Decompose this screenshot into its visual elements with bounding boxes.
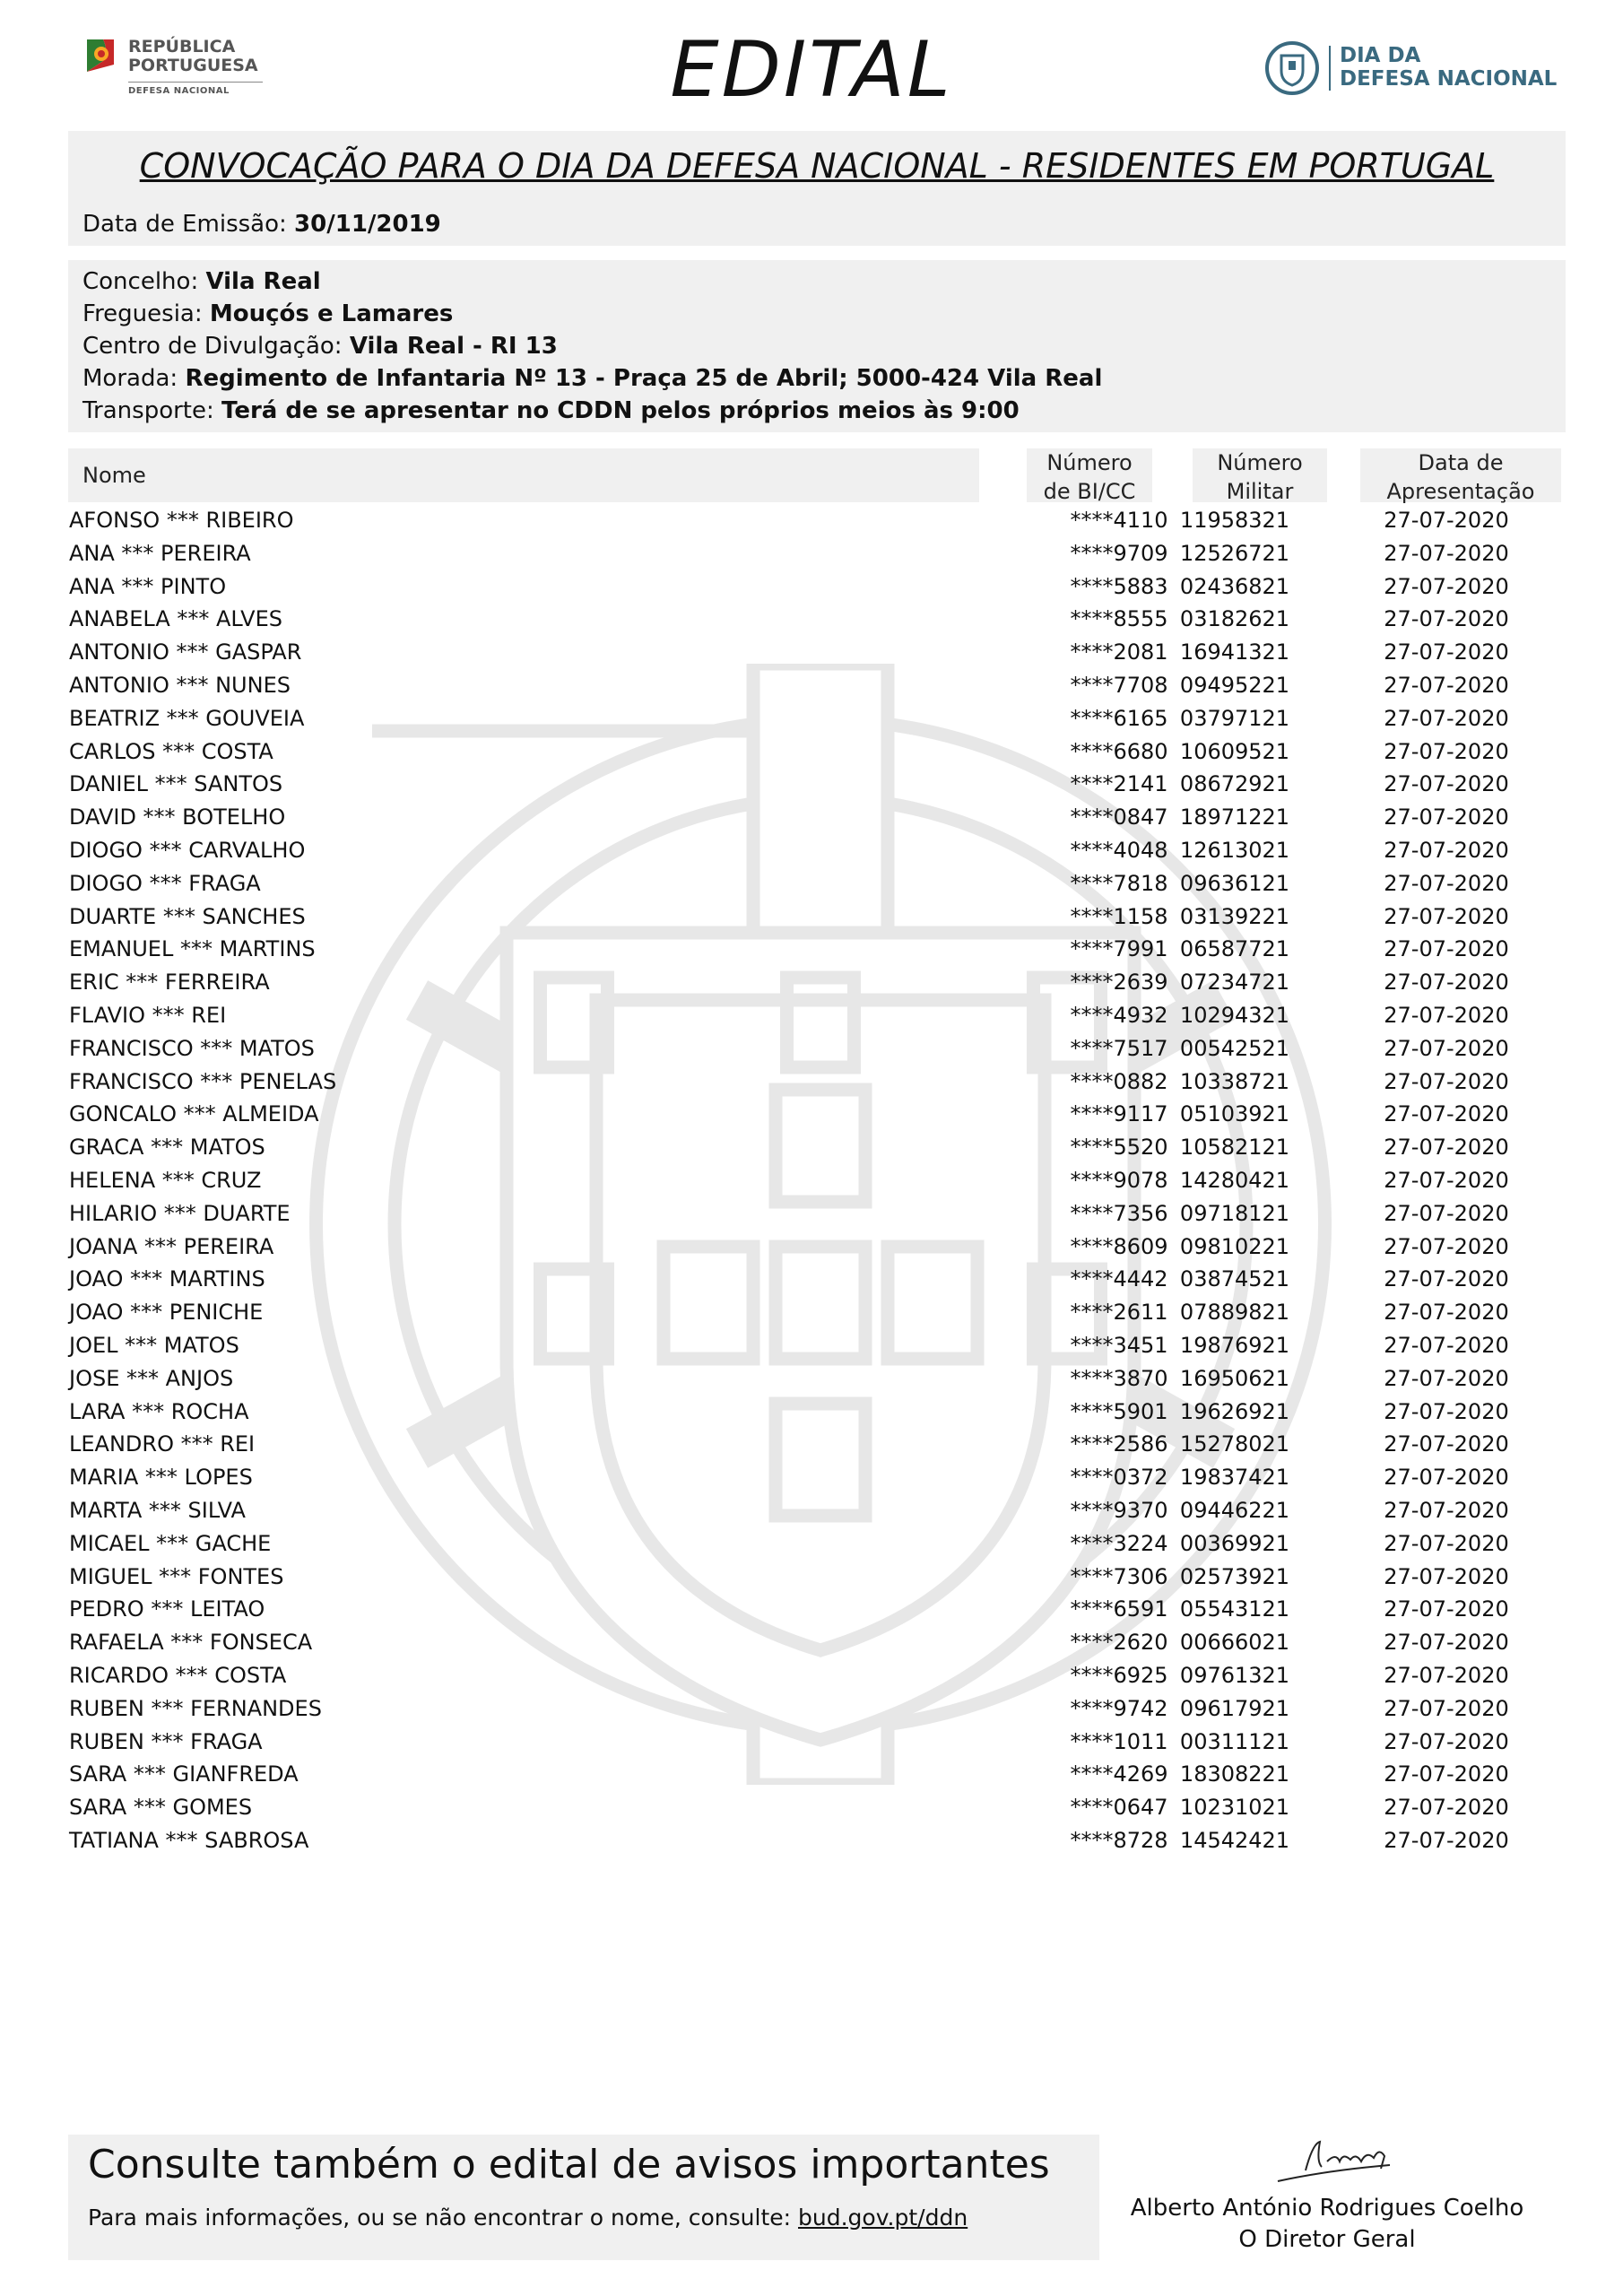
cell-military-number: 16950621 (1179, 1365, 1290, 1391)
transporte-value: Terá de se apresentar no CDDN pelos próprios meios às 9:00 (221, 397, 1020, 424)
cell-military-number: 02573921 (1179, 1563, 1290, 1589)
cell-military-number: 00666021 (1179, 1630, 1290, 1656)
info-text: Para mais informações, ou se não encontrar o nome, consulte: (88, 2205, 798, 2231)
cell-bi-number: ****9078 (1070, 1168, 1168, 1193)
cell-presentation-date: 27-07-2020 (1384, 771, 1509, 797)
cell-name: JOEL *** MATOS (69, 1333, 239, 1358)
cell-bi-number: ****0847 (1070, 804, 1168, 831)
cell-name: MICAEL *** GACHE (69, 1530, 272, 1556)
cell-bi-number: ****4932 (1070, 1003, 1168, 1028)
cell-name: GONCALO *** ALMEIDA (69, 1101, 319, 1127)
cell-military-number: 14542421 (1179, 1828, 1290, 1853)
table-row (68, 1296, 1575, 1329)
issue-date-line (82, 208, 441, 240)
cell-name: ANA *** PINTO (69, 573, 227, 599)
cell-military-number: 19837421 (1179, 1465, 1290, 1491)
cell-presentation-date: 27-07-2020 (1384, 1795, 1509, 1821)
cell-name: ANTONIO *** GASPAR (69, 639, 302, 665)
signature-image (1273, 2135, 1435, 2188)
cell-bi-number: ****6680 (1070, 738, 1168, 764)
cell-military-number: 03182621 (1179, 606, 1290, 632)
cell-military-number: 16941321 (1179, 639, 1290, 665)
cell-name: ANA *** PEREIRA (69, 540, 251, 566)
cell-bi-number: ****7991 (1070, 936, 1168, 962)
crest-icon (1264, 40, 1320, 96)
cell-name: DIOGO *** CARVALHO (69, 838, 306, 863)
cell-bi-number: ****2141 (1070, 771, 1168, 797)
cell-name: DIOGO *** FRAGA (69, 870, 261, 896)
table-row (68, 1461, 1575, 1494)
cell-bi-number: ****5520 (1070, 1135, 1168, 1161)
cell-name: MIGUEL *** FONTES (69, 1563, 284, 1589)
table-row (68, 1164, 1575, 1197)
cell-name: JOSE *** ANJOS (69, 1365, 234, 1391)
cell-name: BEATRIZ *** GOUVEIA (69, 705, 305, 731)
cell-presentation-date: 27-07-2020 (1384, 639, 1509, 665)
cell-presentation-date: 27-07-2020 (1384, 1431, 1509, 1457)
table-row (68, 966, 1575, 999)
header-name (68, 448, 979, 502)
table-row (68, 504, 1575, 537)
table-row (68, 1824, 1575, 1857)
table-row (68, 834, 1575, 867)
cell-military-number: 19876921 (1179, 1333, 1290, 1358)
cell-name: RUBEN *** FERNANDES (69, 1695, 322, 1721)
cell-name: LARA *** ROCHA (69, 1398, 249, 1424)
info-line (88, 2205, 968, 2231)
cell-military-number: 10231021 (1179, 1795, 1290, 1821)
table-row (68, 1561, 1575, 1594)
cell-presentation-date: 27-07-2020 (1384, 606, 1509, 632)
cell-military-number: 10609521 (1179, 738, 1290, 764)
cell-military-number: 09617921 (1179, 1695, 1290, 1721)
cell-presentation-date: 27-07-2020 (1384, 1365, 1509, 1391)
cell-military-number: 03874521 (1179, 1266, 1290, 1292)
cell-military-number: 05103921 (1179, 1101, 1290, 1127)
cell-name: SARA *** GIANFREDA (69, 1761, 299, 1787)
transporte-label: Transporte: (82, 397, 222, 424)
table-row (68, 702, 1575, 735)
cell-presentation-date: 27-07-2020 (1384, 1563, 1509, 1589)
freguesia-value: Mouçós e Lamares (209, 300, 454, 327)
cell-name: FRANCISCO *** MATOS (69, 1035, 315, 1061)
cell-military-number: 10338721 (1179, 1068, 1290, 1094)
cell-presentation-date: 27-07-2020 (1384, 1630, 1509, 1656)
header-bi (1027, 448, 1152, 502)
cell-military-number: 07889821 (1179, 1300, 1290, 1326)
cell-name: HILARIO *** DUARTE (69, 1200, 291, 1226)
cell-name: DANIEL *** SANTOS (69, 771, 283, 797)
cell-military-number: 09718121 (1179, 1200, 1290, 1226)
ddn-line-1: DIA DA (1340, 44, 1421, 67)
cell-bi-number: ****6165 (1070, 705, 1168, 731)
cell-name: MARTA *** SILVA (69, 1498, 246, 1523)
centro-label: Centro de Divulgação: (82, 333, 350, 360)
cell-bi-number: ****9709 (1070, 540, 1168, 566)
header-date-line1: Data de (1418, 450, 1504, 475)
cell-bi-number: ****8555 (1070, 606, 1168, 632)
table-row (68, 537, 1575, 570)
cell-presentation-date: 27-07-2020 (1384, 1101, 1509, 1127)
cell-bi-number: ****4048 (1070, 838, 1168, 863)
table-row (68, 768, 1575, 801)
cell-bi-number: ****7818 (1070, 870, 1168, 896)
table-row (68, 603, 1575, 636)
cell-presentation-date: 27-07-2020 (1384, 804, 1509, 831)
cell-presentation-date: 27-07-2020 (1384, 1333, 1509, 1358)
cell-name: RICARDO *** COSTA (69, 1663, 287, 1688)
cell-name: JOAO *** PENICHE (69, 1300, 264, 1326)
cell-name: SARA *** GOMES (69, 1795, 253, 1821)
cell-bi-number: ****9742 (1070, 1695, 1168, 1721)
cell-military-number: 09446221 (1179, 1498, 1290, 1523)
cell-presentation-date: 27-07-2020 (1384, 1695, 1509, 1721)
cell-bi-number: ****1158 (1070, 903, 1168, 929)
table-row (68, 999, 1575, 1032)
cell-name: CARLOS *** COSTA (69, 738, 273, 764)
cell-military-number: 19626921 (1179, 1398, 1290, 1424)
cell-military-number: 07234721 (1179, 970, 1290, 996)
cell-bi-number: ****0647 (1070, 1795, 1168, 1821)
cell-presentation-date: 27-07-2020 (1384, 1003, 1509, 1028)
cell-bi-number: ****7708 (1070, 673, 1168, 698)
table-row (68, 1692, 1575, 1726)
cell-name: JOAO *** MARTINS (69, 1266, 265, 1292)
table-row (68, 1396, 1575, 1429)
director-name: Alberto António Rodrigues Coelho (1130, 2195, 1524, 2222)
table-row (68, 669, 1575, 702)
transporte-line (82, 395, 1020, 427)
cell-name: JOANA *** PEREIRA (69, 1233, 274, 1259)
concelho-value: Vila Real (205, 268, 321, 295)
cell-name: ANTONIO *** NUNES (69, 673, 291, 698)
cell-presentation-date: 27-07-2020 (1384, 1596, 1509, 1622)
morada-value: Regimento de Infantaria Nº 13 - Praça 25 de Abril; 5000-424 Vila Real (185, 365, 1103, 392)
table-row (68, 1329, 1575, 1362)
table-row (68, 1231, 1575, 1264)
freguesia-line (82, 298, 453, 330)
cell-name: TATIANA *** SABROSA (69, 1828, 309, 1853)
table-row (68, 1098, 1575, 1131)
header-mil-line2: Militar (1226, 479, 1294, 504)
cell-presentation-date: 27-07-2020 (1384, 838, 1509, 863)
concelho-label: Concelho: (82, 268, 206, 295)
cell-bi-number: ****3224 (1070, 1530, 1168, 1556)
cell-presentation-date: 27-07-2020 (1384, 1233, 1509, 1259)
table-row (68, 1032, 1575, 1065)
logo-line-2: PORTUGUESA (128, 56, 258, 75)
cell-presentation-date: 27-07-2020 (1384, 1663, 1509, 1688)
cell-military-number: 09495221 (1179, 673, 1290, 698)
page-title: EDITAL (670, 25, 953, 115)
issue-date-value: 30/11/2019 (294, 211, 441, 238)
header-militar (1193, 448, 1327, 502)
cell-military-number: 18308221 (1179, 1761, 1290, 1787)
cell-military-number: 03797121 (1179, 705, 1290, 731)
consulte-heading: Consulte também o edital de avisos importantes (88, 2142, 1050, 2187)
cell-presentation-date: 27-07-2020 (1384, 1168, 1509, 1193)
header-bi-line2: de BI/CC (1043, 479, 1136, 504)
cell-presentation-date: 27-07-2020 (1384, 1761, 1509, 1787)
cell-name: GRACA *** MATOS (69, 1135, 265, 1161)
cell-military-number: 11958321 (1179, 508, 1290, 533)
cell-presentation-date: 27-07-2020 (1384, 970, 1509, 996)
cell-bi-number: ****0882 (1070, 1068, 1168, 1094)
cell-bi-number: ****9370 (1070, 1498, 1168, 1523)
cell-bi-number: ****1011 (1070, 1728, 1168, 1754)
cell-name: AFONSO *** RIBEIRO (69, 508, 294, 533)
freguesia-label: Freguesia: (82, 300, 210, 327)
cell-military-number: 10294321 (1179, 1003, 1290, 1028)
cell-name: FLAVIO *** REI (69, 1003, 227, 1028)
cell-bi-number: ****2081 (1070, 639, 1168, 665)
table-row (68, 1593, 1575, 1626)
header-mil-line1: Número (1217, 450, 1303, 475)
table-row (68, 636, 1575, 669)
cell-presentation-date: 27-07-2020 (1384, 540, 1509, 566)
dia-defesa-nacional-logo (1264, 40, 1560, 103)
cell-military-number: 10582121 (1179, 1135, 1290, 1161)
table-row (68, 1726, 1575, 1759)
table-row (68, 570, 1575, 604)
cell-military-number: 08672921 (1179, 771, 1290, 797)
centro-value: Vila Real - RI 13 (349, 333, 558, 360)
cell-bi-number: ****7306 (1070, 1563, 1168, 1589)
cell-bi-number: ****3451 (1070, 1333, 1168, 1358)
cell-bi-number: ****2586 (1070, 1431, 1168, 1457)
cell-presentation-date: 27-07-2020 (1384, 1068, 1509, 1094)
cell-name: LEANDRO *** REI (69, 1431, 256, 1457)
cell-name: DAVID *** BOTELHO (69, 804, 286, 831)
cell-bi-number: ****5901 (1070, 1398, 1168, 1424)
table-row (68, 1527, 1575, 1561)
cell-presentation-date: 27-07-2020 (1384, 1398, 1509, 1424)
convocation-heading: CONVOCAÇÃO PARA O DIA DA DEFESA NACIONAL - RESIDENTES EM PORTUGAL (139, 146, 1495, 186)
cell-presentation-date: 27-07-2020 (1384, 870, 1509, 896)
table-row (68, 900, 1575, 934)
table-row (68, 1791, 1575, 1824)
cell-presentation-date: 27-07-2020 (1384, 1828, 1509, 1853)
ddn-line-2: DEFESA NACIONAL (1340, 67, 1558, 91)
morada-line (82, 362, 1102, 395)
cell-name: MARIA *** LOPES (69, 1465, 253, 1491)
cell-bi-number: ****3870 (1070, 1365, 1168, 1391)
cell-presentation-date: 27-07-2020 (1384, 1498, 1509, 1523)
cell-presentation-date: 27-07-2020 (1384, 1300, 1509, 1326)
cell-presentation-date: 27-07-2020 (1384, 1465, 1509, 1491)
logo-line-3: DEFESA NACIONAL (128, 86, 230, 96)
issue-date-label: Data de Emissão: (82, 211, 295, 238)
cell-presentation-date: 27-07-2020 (1384, 1266, 1509, 1292)
cell-military-number: 09636121 (1179, 870, 1290, 896)
cell-bi-number: ****4110 (1070, 508, 1168, 533)
table-row (68, 1659, 1575, 1692)
table-row (68, 867, 1575, 900)
table-row (68, 735, 1575, 769)
cell-presentation-date: 27-07-2020 (1384, 1530, 1509, 1556)
table-row (68, 1263, 1575, 1296)
cell-bi-number: ****5883 (1070, 573, 1168, 599)
cell-military-number: 02436821 (1179, 573, 1290, 599)
cell-name: EMANUEL *** MARTINS (69, 936, 316, 962)
table-row (68, 1065, 1575, 1099)
table-row (68, 1428, 1575, 1461)
cell-presentation-date: 27-07-2020 (1384, 936, 1509, 962)
cell-military-number: 09761321 (1179, 1663, 1290, 1688)
director-title: O Diretor Geral (1238, 2226, 1416, 2253)
cell-presentation-date: 27-07-2020 (1384, 705, 1509, 731)
cell-bi-number: ****2639 (1070, 970, 1168, 996)
cell-bi-number: ****9117 (1070, 1101, 1168, 1127)
cell-bi-number: ****8728 (1070, 1828, 1168, 1853)
header-date-line2: Apresentação (1386, 479, 1535, 504)
cell-name: ERIC *** FERREIRA (69, 970, 270, 996)
cell-presentation-date: 27-07-2020 (1384, 573, 1509, 599)
header-date (1360, 448, 1561, 502)
morada-label: Morada: (82, 365, 186, 392)
cell-bi-number: ****7356 (1070, 1200, 1168, 1226)
cell-military-number: 12526721 (1179, 540, 1290, 566)
cell-name: PEDRO *** LEITAO (69, 1596, 265, 1622)
table-row (68, 1494, 1575, 1527)
table-row (68, 1362, 1575, 1396)
cell-bi-number: ****0372 (1070, 1465, 1168, 1491)
cell-bi-number: ****8609 (1070, 1233, 1168, 1259)
cell-presentation-date: 27-07-2020 (1384, 738, 1509, 764)
cell-military-number: 03139221 (1179, 903, 1290, 929)
cell-bi-number: ****4442 (1070, 1266, 1168, 1292)
header-bi-line1: Número (1046, 450, 1133, 475)
cell-bi-number: ****4269 (1070, 1761, 1168, 1787)
cell-presentation-date: 27-07-2020 (1384, 508, 1509, 533)
cell-military-number: 05543121 (1179, 1596, 1290, 1622)
cell-presentation-date: 27-07-2020 (1384, 1135, 1509, 1161)
table-row (68, 1131, 1575, 1164)
table-row (68, 1626, 1575, 1659)
logo-line-1: REPÚBLICA (128, 37, 236, 57)
cell-military-number: 12613021 (1179, 838, 1290, 863)
cell-bi-number: ****7517 (1070, 1035, 1168, 1061)
cell-military-number: 18971221 (1179, 804, 1290, 831)
cell-military-number: 06587721 (1179, 936, 1290, 962)
cell-military-number: 15278021 (1179, 1431, 1290, 1457)
concelho-line (82, 265, 321, 298)
cell-military-number: 14280421 (1179, 1168, 1290, 1193)
table-row (68, 933, 1575, 966)
cell-name: ANABELA *** ALVES (69, 606, 282, 632)
cell-presentation-date: 27-07-2020 (1384, 903, 1509, 929)
cell-name: DUARTE *** SANCHES (69, 903, 306, 929)
cell-military-number: 00369921 (1179, 1530, 1290, 1556)
cell-presentation-date: 27-07-2020 (1384, 1035, 1509, 1061)
cell-presentation-date: 27-07-2020 (1384, 673, 1509, 698)
cell-bi-number: ****6925 (1070, 1663, 1168, 1688)
cell-military-number: 00311121 (1179, 1728, 1290, 1754)
cell-bi-number: ****2611 (1070, 1300, 1168, 1326)
centro-line (82, 330, 558, 362)
cell-bi-number: ****2620 (1070, 1630, 1168, 1656)
table-row (68, 801, 1575, 834)
cell-name: RUBEN *** FRAGA (69, 1728, 263, 1754)
table-row (68, 1197, 1575, 1231)
table-row (68, 1758, 1575, 1791)
cell-military-number: 00542521 (1179, 1035, 1290, 1061)
cell-name: FRANCISCO *** PENELAS (69, 1068, 337, 1094)
cell-military-number: 09810221 (1179, 1233, 1290, 1259)
cell-name: RAFAELA *** FONSECA (69, 1630, 313, 1656)
info-link[interactable]: bud.gov.pt/ddn (798, 2205, 968, 2231)
cell-bi-number: ****6591 (1070, 1596, 1168, 1622)
header-name-label: Nome (82, 463, 146, 488)
cell-presentation-date: 27-07-2020 (1384, 1200, 1509, 1226)
cell-presentation-date: 27-07-2020 (1384, 1728, 1509, 1754)
cell-name: HELENA *** CRUZ (69, 1168, 262, 1193)
